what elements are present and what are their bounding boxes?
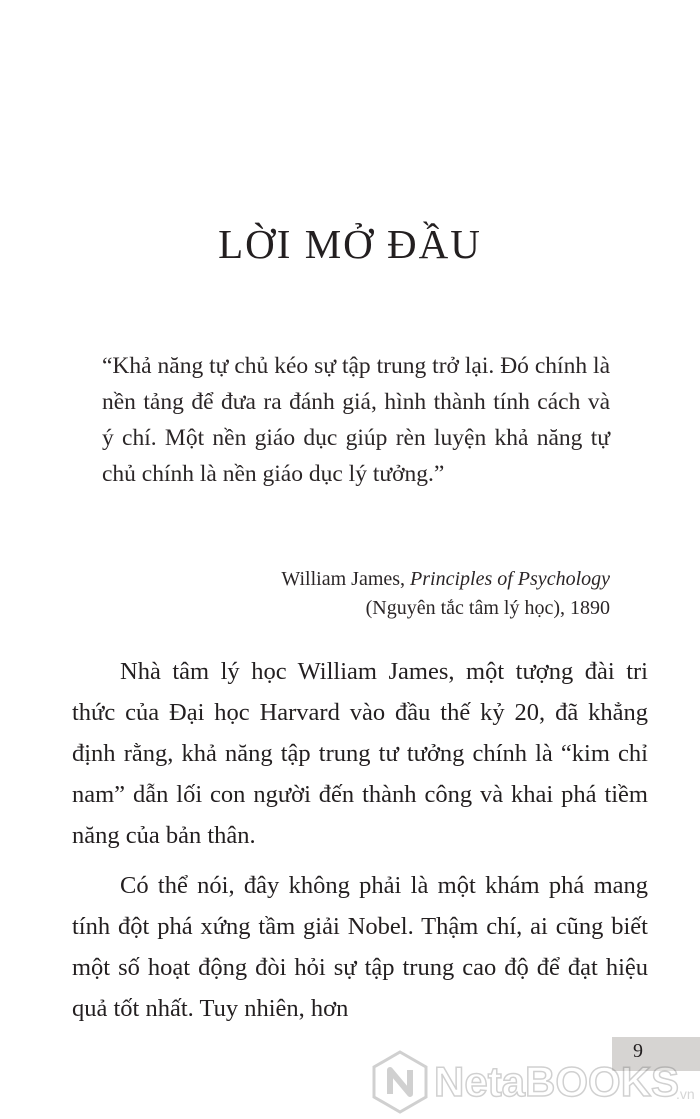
- netabooks-logo-icon: [368, 1050, 432, 1114]
- attribution-work: Principles of Psychology: [410, 568, 610, 590]
- watermark-suffix: .vn: [676, 1086, 695, 1102]
- attribution-translation-year: (Nguyên tắc tâm lý học), 1890: [365, 597, 610, 619]
- attribution-author: William James,: [281, 568, 411, 590]
- watermark-brand: NetaBOOKS: [434, 1058, 680, 1105]
- chapter-title: LỜI MỞ ĐẦU: [218, 221, 482, 267]
- page-number: 9: [633, 1040, 643, 1062]
- attribution-line-1: [110, 565, 610, 594]
- epigraph-quote: “Khả năng tự chủ kéo sự tập trung trở lại. Đó chính là nền tảng để đưa ra đánh giá, hình thành tính cách và ý chí. Một nền giáo dục giúp rèn luyện khả năng tự chủ chính là nền giáo dục lý tưởng.”: [102, 353, 610, 487]
- body-paragraph-2: [72, 865, 648, 1029]
- paragraph-text: Nhà tâm lý học William James, một tượng đài tri thức của Đại học Harvard vào đầu thế kỷ 20, đã khẳng định rằng, khả năng tập trung tư tưởng chính là “kim chỉ nam” dẫn lối con người đến thành công và khai phá tiềm năng của bản thân.: [72, 658, 648, 849]
- paragraph-text: Có thể nói, đây không phải là một khám phá mang tính đột phá xứng tầm giải Nobel. Thậm chí, ai cũng biết một số hoạt động đòi hỏi sự tập trung cao độ để đạt hiệu quả tốt nhất. Tuy nhiên, hơn: [72, 872, 648, 1022]
- epigraph-attribution: [110, 565, 610, 623]
- body-paragraph-1: [72, 651, 648, 856]
